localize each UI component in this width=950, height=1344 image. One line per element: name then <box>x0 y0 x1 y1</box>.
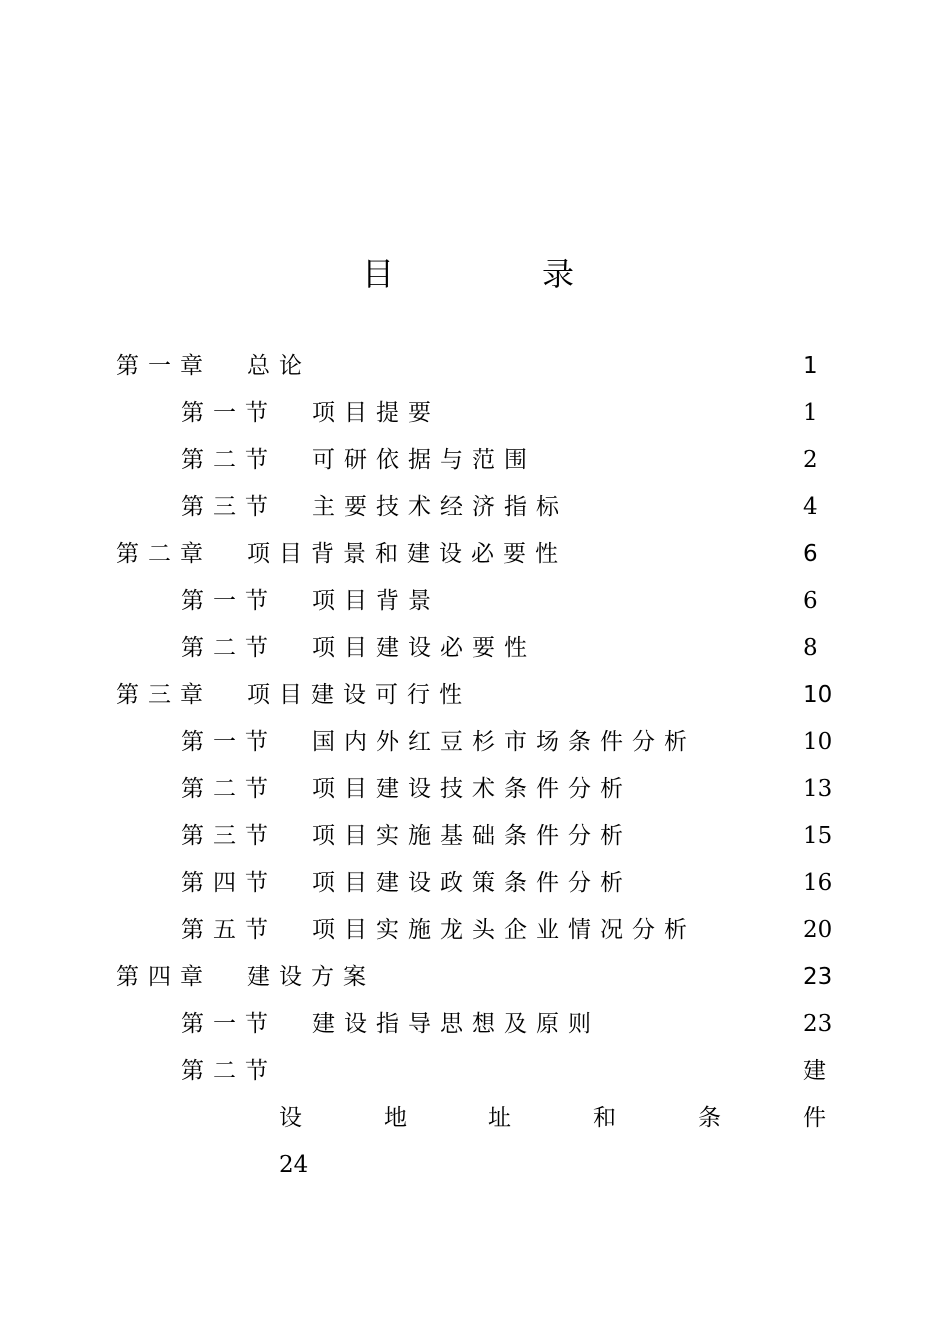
section-title: 国内外红豆杉市场条件分析 <box>312 729 696 755</box>
section-title-char: 件 <box>803 1105 826 1131</box>
toc-section-2-2[interactable] <box>0 626 950 670</box>
toc-section-4-2[interactable] <box>0 1049 950 1093</box>
section-title: 项目建设技术条件分析 <box>312 776 632 802</box>
toc-section-2-1[interactable] <box>0 579 950 623</box>
page-number: 4 <box>803 494 818 520</box>
section-label: 第二节 <box>181 447 277 473</box>
section-label: 第二节 <box>181 1058 277 1084</box>
toc-title-char-2: 录 <box>542 255 575 293</box>
page-number: 1 <box>803 400 818 426</box>
section-label: 第一节 <box>181 588 277 614</box>
section-label: 第二节 <box>181 635 277 661</box>
chapter-title: 建设方案 <box>247 964 375 990</box>
section-label: 第一节 <box>181 729 277 755</box>
section-title: 主要技术经济指标 <box>312 494 568 520</box>
chapter-label: 第四章 <box>116 964 212 990</box>
chapter-title: 项目背景和建设必要性 <box>247 541 567 567</box>
page-number: 1 <box>803 353 818 379</box>
section-title: 可研依据与范围 <box>312 447 536 473</box>
toc-chapter-3[interactable] <box>0 673 950 717</box>
section-title: 项目实施龙头企业情况分析 <box>312 917 696 943</box>
section-label: 第三节 <box>181 823 277 849</box>
section-title-char: 设 <box>279 1105 302 1131</box>
page-number: 16 <box>803 870 833 896</box>
page-number: 10 <box>803 682 833 708</box>
chapter-label: 第三章 <box>116 682 212 708</box>
page-number: 2 <box>803 447 818 473</box>
chapter-label: 第一章 <box>116 353 212 379</box>
chapter-label: 第二章 <box>116 541 212 567</box>
page-number: 6 <box>803 588 818 614</box>
section-title: 项目建设必要性 <box>312 635 536 661</box>
section-title: 建设指导思想及原则 <box>312 1011 600 1037</box>
toc-section-1-1[interactable] <box>0 391 950 435</box>
section-title-char: 地 <box>384 1105 407 1131</box>
toc-section-4-2-page <box>0 1143 950 1187</box>
section-title-char: 和 <box>593 1105 616 1131</box>
page-number: 24 <box>279 1152 309 1178</box>
page-number: 6 <box>803 541 818 567</box>
toc-section-3-3[interactable] <box>0 814 950 858</box>
section-label: 第三节 <box>181 494 277 520</box>
page-number: 10 <box>803 729 833 755</box>
page-number: 23 <box>803 1011 833 1037</box>
section-label: 第四节 <box>181 870 277 896</box>
chapter-title: 项目建设可行性 <box>247 682 471 708</box>
toc-section-3-1[interactable] <box>0 720 950 764</box>
toc-section-4-1[interactable] <box>0 1002 950 1046</box>
toc-chapter-2[interactable] <box>0 532 950 576</box>
page-number: 13 <box>803 776 833 802</box>
toc-section-1-2[interactable] <box>0 438 950 482</box>
page-number: 23 <box>803 964 833 990</box>
section-title: 项目实施基础条件分析 <box>312 823 632 849</box>
page-number: 15 <box>803 823 833 849</box>
toc-chapter-1[interactable] <box>0 344 950 388</box>
section-title-char: 条 <box>698 1105 721 1131</box>
section-title: 项目背景 <box>312 588 440 614</box>
toc-section-3-4[interactable] <box>0 861 950 905</box>
toc-section-1-3[interactable] <box>0 485 950 529</box>
section-title-char: 址 <box>488 1105 511 1131</box>
toc-section-3-2[interactable] <box>0 767 950 811</box>
toc-title-char-1: 目 <box>362 255 395 293</box>
section-label: 第一节 <box>181 1011 277 1037</box>
section-label: 第五节 <box>181 917 277 943</box>
chapter-title: 总论 <box>247 353 311 379</box>
page-number: 8 <box>803 635 818 661</box>
toc-title <box>362 250 582 298</box>
section-title: 项目建设政策条件分析 <box>312 870 632 896</box>
page-number: 20 <box>803 917 833 943</box>
section-title-char: 建 <box>803 1058 826 1084</box>
section-label: 第一节 <box>181 400 277 426</box>
toc-section-3-5[interactable] <box>0 908 950 952</box>
toc-section-4-2-continued <box>0 1096 950 1140</box>
toc-chapter-4[interactable] <box>0 955 950 999</box>
section-label: 第二节 <box>181 776 277 802</box>
section-title: 项目提要 <box>312 400 440 426</box>
